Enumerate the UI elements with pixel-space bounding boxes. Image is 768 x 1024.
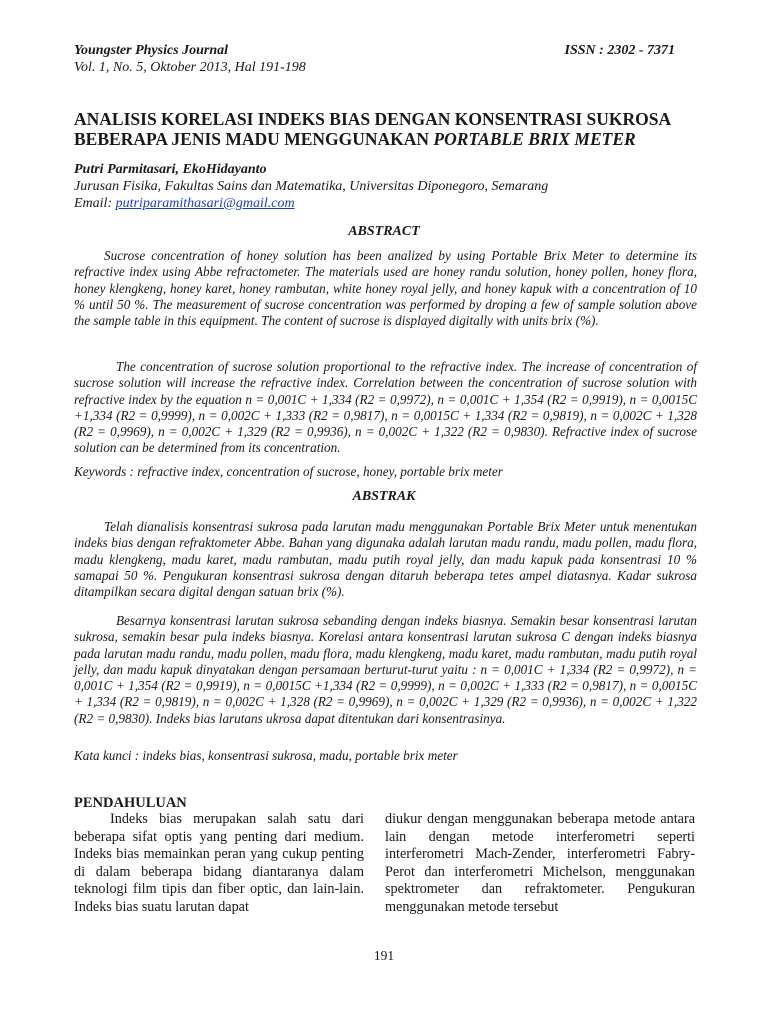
abstrak-p2-text: Besarnya konsentrasi larutan sukrosa sebanding dengan indeks biasnya. Semakin besar konsentrasi larutan sukrosa, semakin besar pula indeks biasnya. Korelasi antara konsentrasi larutan sukrosa C dengan indeks biasnya pada larutan madu randu, madu pollen, madu flora, madu klengkeng, madu karet, madu rambutan, madu putih royal jelly, dan madu kapuk dinyatakan dengan persamaan berturut-turut yaitu : n = 0,001C + 1,334 (R2 = 0,9972), n = 0,001C + 1,354 (R2 = 0,9919), n = 0,0015C +1,334 (R2 = 0,9999), n = 0,002C + 1,333 (R2 = 0,9817), n = 0,0015C + 1,334 (R2 = 0,9819), n = 0,002C + 1,328 (R2 = 0,9969), n = 0,002C + 1,329 (R2 = 0,9936), n = 0,002C + 1,322 (R2 = 0,9830). Indeks bias larutans ukrosa dapat ditentukan dari konsentrasinya. [74, 613, 697, 726]
abstract-paragraph-1 [74, 248, 697, 329]
issn: ISSN : 2302 - 7371 [564, 43, 675, 58]
author-names: Putri Parmitasari, EkoHidayanto [74, 162, 267, 177]
title-line-2-italic: PORTABLE BRIX METER [433, 129, 636, 149]
title-line-1: ANALISIS KORELASI INDEKS BIAS DENGAN KONSENTRASI SUKROSA [74, 109, 672, 129]
abstract-keywords: Keywords : refractive index, concentration of sucrose, honey, portable brix meter [74, 464, 503, 479]
author-email-line [74, 195, 548, 212]
abstract-paragraph-2 [74, 359, 697, 457]
abstrak-heading: ABSTRAK [352, 489, 416, 504]
abstrak-paragraph-2 [74, 613, 697, 727]
body-left-text: Indeks bias merupakan salah satu dari beberapa sifat optis yang penting dari medium. Indeks bias memainkan peran yang cukup penting di dalam beberapa bidang diantaranya dalam teknologi film tipis dan fiber optic, dan lain-lain. Indeks bias suatu larutan dapat [74, 811, 364, 915]
email-label: Email: [74, 196, 116, 211]
journal-name: Youngster Physics Journal [74, 43, 229, 58]
title-line-2 [74, 129, 708, 149]
abstrak-paragraph-1 [74, 519, 697, 600]
author-affiliation: Jurusan Fisika, Fakultas Sains dan Matematika, Universitas Diponegoro, Semarang [74, 179, 549, 194]
journal-header [74, 42, 675, 76]
abstract-p1-text: Sucrose concentration of honey solution has been analized by using Portable Brix Meter to determine its refractive index using Abbe refractometer. The materials used are honey randu solution, honey pollen, honey flora, honey klengkeng, honey karet, honey rambutan, white honey royal jelly, and honey kapuk with a concentration of 10 % until 50 %. The measurement of sucrose concentration was performed by droping a few of sample solution above the sample table in this equipment. The content of sucrose is displayed digitally with units brix (%). [74, 248, 697, 329]
page-number: 191 [373, 948, 395, 963]
abstrak-p1-text: Telah dianalisis konsentrasi sukrosa pada larutan madu menggunakan Portable Brix Meter untuk menentukan indeks bias dengan refraktometer Abbe. Bahan yang digunaka adalah larutan madu randu, madu pollen, madu flora, madu klengkeng, madu karet, madu rambutan, madu putih royal jelly, dan madu kapuk pada konsentrasi 10 % samapai 50 %. Pengukuran konsentrasi sukrosa dengan ditaruh beberapa tetes ampel diatasnya. Kadar sukrosa ditampilkan secara digital dengan satuan brix (%). [74, 519, 697, 600]
email-link[interactable]: putriparamithasari@gmail.com [115, 196, 295, 211]
author-block [74, 161, 548, 212]
abstract-heading: ABSTRACT [348, 224, 420, 239]
body-left-column [74, 811, 364, 917]
body-right-column: diukur dengan menggunakan beberapa metode antara lain dengan metode interferometri seperti interferometri Mach-Zender, interferometri Fabry-Perot dan interferometri Michelson, menggunakan spektrometer dan refraktometer. Pengukuran menggunakan metode tersebut [385, 811, 695, 915]
paper-title [74, 109, 708, 149]
pendahuluan-heading: PENDAHULUAN [74, 795, 187, 811]
abstract-p2-text: The concentration of sucrose solution proportional to the refractive index. The increase of concentration of sucrose solution will increase the refractive index. Correlation between the concentration of sucrose solution with refractive index by the equation n = 0,001C + 1,334 (R2 = 0,9972), n = 0,001C + 1,354 (R2 = 0,9919), n = 0,0015C +1,334 (R2 = 0,9999), n = 0,002C + 1,333 (R2 = 0,9817), n = 0,0015C + 1,334 (R2 = 0,9819), n = 0,002C + 1,328 (R2 = 0,9969), n = 0,002C + 1,329 (R2 = 0,9936), n = 0,002C + 1,322 (R2 = 0,9830). Refractive index of sucrose solution can be determined from its concentration. [74, 359, 697, 456]
abstrak-keywords: Kata kunci : indeks bias, konsentrasi sukrosa, madu, portable brix meter [74, 748, 458, 763]
volume-info: Vol. 1, No. 5, Oktober 2013, Hal 191-198 [74, 60, 306, 75]
title-line-2-plain: BEBERAPA JENIS MADU MENGGUNAKAN [74, 129, 434, 149]
